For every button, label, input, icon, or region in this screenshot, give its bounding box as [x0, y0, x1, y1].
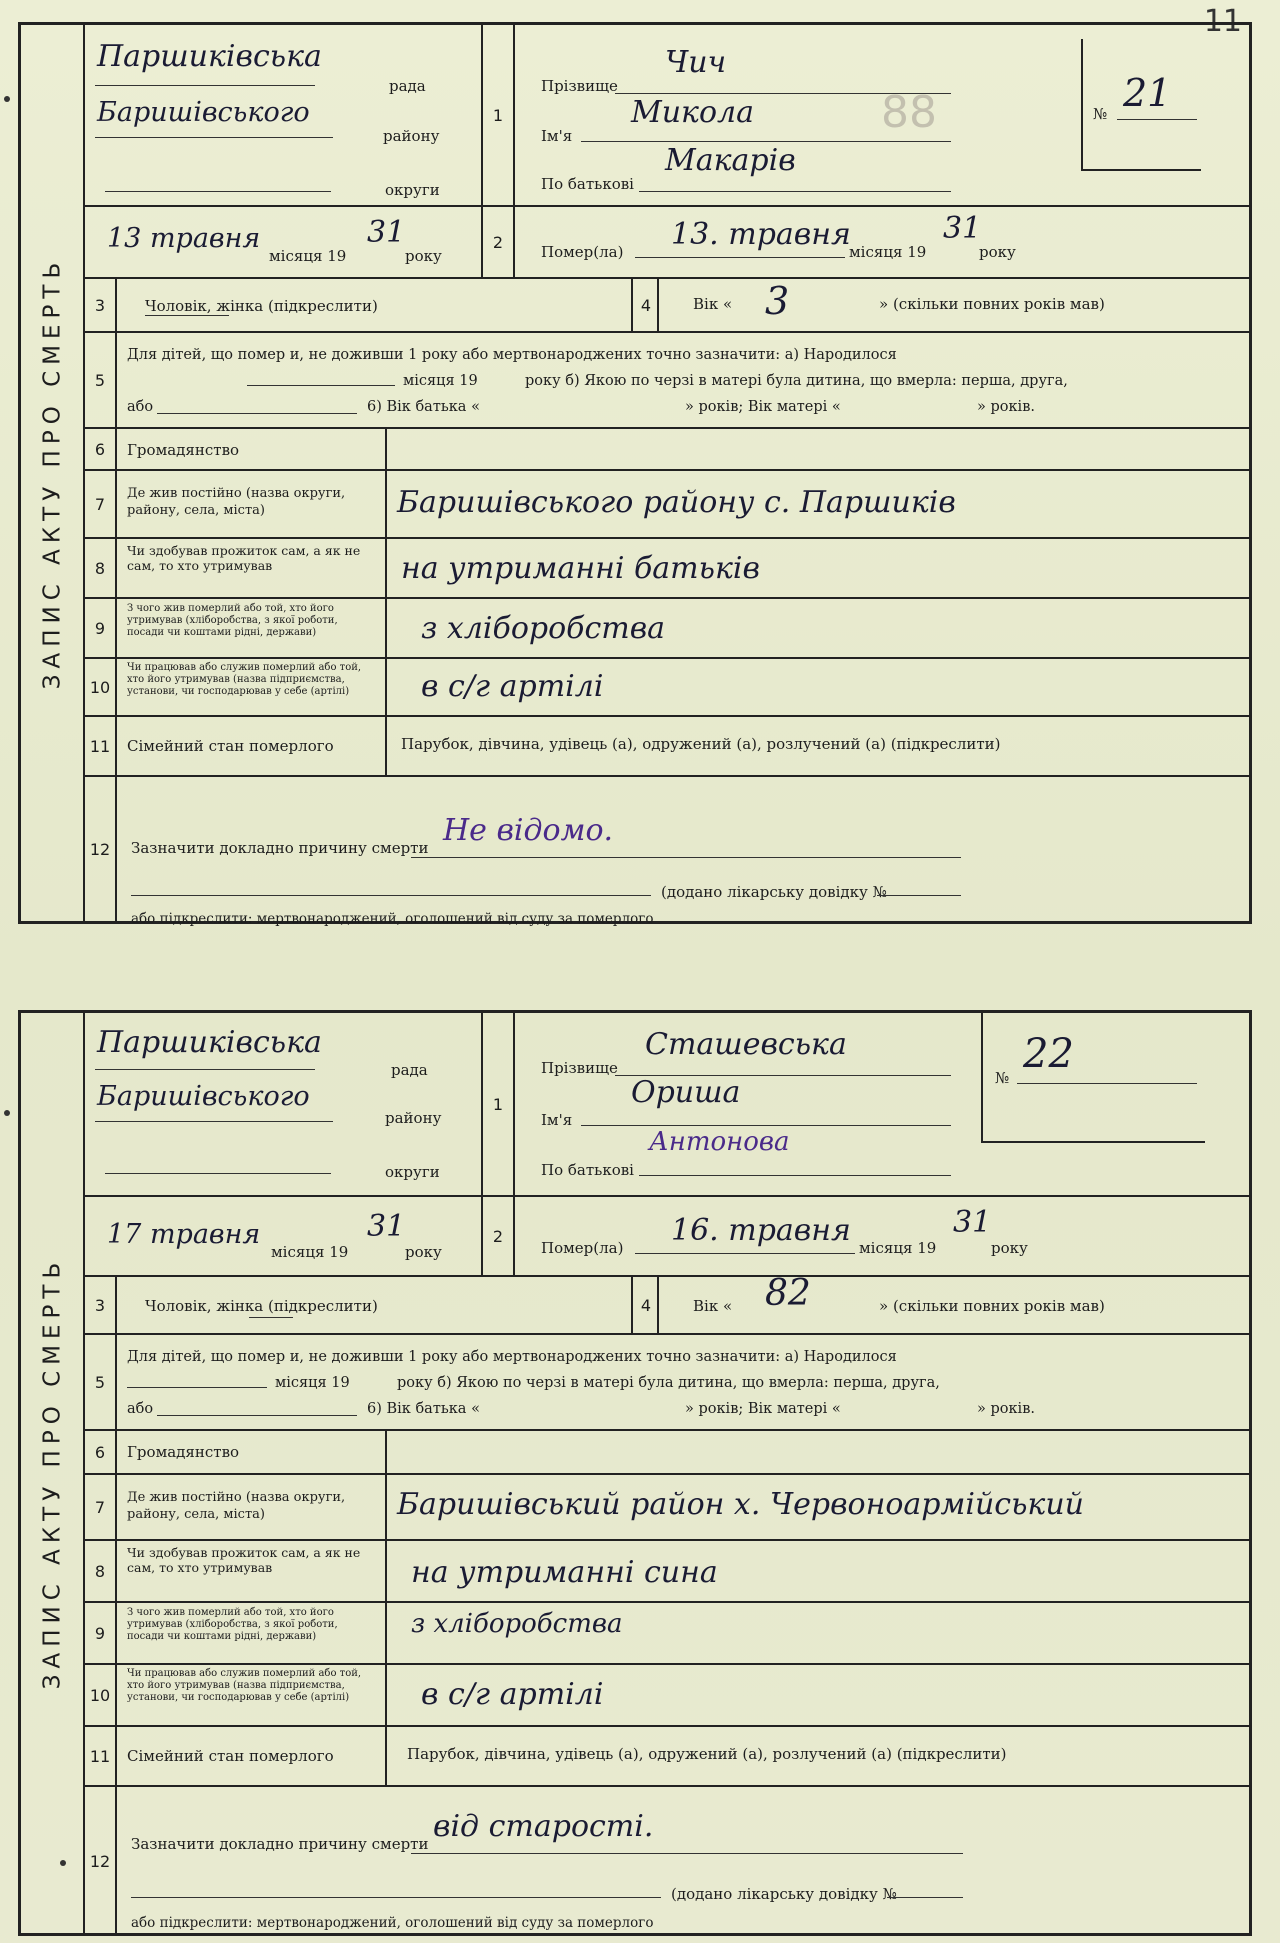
raion-value: Баришівського — [97, 1081, 310, 1112]
livelihood-label: Чи здобував прожиток сам, а як не сам, то хто утримував — [127, 1545, 361, 1575]
dates-row: 17 травня місяця 19 31 року 2 Помер(ла) 16. травня місяця 19 31 року — [85, 1197, 1249, 1277]
income-label: З чого жив померлий або той, хто його утримував (хліборобства, з якої роботи, посади чи коштами рідні, держави) — [127, 603, 338, 638]
marital-options: Парубок, дівчина, удівець (а), одружений (а), розлучений (а) (підкреслити) — [401, 735, 1001, 753]
row-number-1: 1 — [492, 105, 504, 125]
livelihood-row: 8 Чи здобував прожиток сам, а як не сам, то хто утримував на утриманні сина — [85, 1541, 1249, 1603]
death-date: 16. травня — [671, 1213, 851, 1248]
child-line-3c: » років; Вік матері « — [685, 1401, 841, 1417]
name-value: Ориша — [631, 1075, 741, 1110]
marital-label: Сімейний стан померлого — [127, 737, 334, 755]
died-label: Помер(ла) — [541, 243, 624, 261]
workplace-value: в с/г артілі — [421, 1677, 604, 1712]
age-label: Вік « — [693, 1297, 733, 1315]
child-line-1: Для дітей, що помер и, не доживши 1 року або мертвонароджених точно зазначити: а) Народилося — [127, 347, 897, 363]
child-line-3a: або — [127, 399, 154, 415]
registration-year: 31 — [367, 215, 406, 250]
marital-row: 11 Сімейний стан померлого Парубок, дівчина, удівець (а), одружений (а), розлучений (а) (підкреслити) — [85, 1727, 1249, 1787]
side-title: ЗАПИС АКТУ ПРО СМЕРТЬ — [39, 256, 66, 690]
child-line-3a: або — [127, 1401, 154, 1417]
page-number: 11 — [1203, 4, 1242, 39]
child-line-2a: місяця 19 — [403, 373, 478, 389]
livelihood-label: Чи здобував прожиток сам, а як не сам, то хто утримував — [127, 543, 361, 573]
reg-year-label: року — [405, 1243, 442, 1261]
marital-row: 11 Сімейний стан померлого Парубок, дівчина, удівець (а), одружений (а), розлучений (а) (підкреслити) — [85, 717, 1249, 777]
workplace-label: Чи працював або служив померлий або той, хто його утримував (назва підприємства, установи, чи господарював у себе (артілі) — [127, 1668, 362, 1703]
death-record-2 — [18, 1010, 1252, 1936]
workplace-row: 10 Чи працював або служив померлий або той, хто його утримував (назва підприємства, установи, чи господарював у себе (артілі) в с/г артілі — [85, 1665, 1249, 1727]
surname-value: Сташевська — [645, 1027, 847, 1062]
death-year-label: року — [979, 243, 1016, 261]
stillborn-note: або підкреслити: мертвонароджений, оголошений від суду за померлого — [131, 911, 654, 927]
age-label: Вік « — [693, 295, 733, 313]
record-number-label: № — [1093, 105, 1108, 123]
surname-value: Чич — [665, 45, 727, 80]
cause-value: Не відомо. — [443, 813, 614, 848]
residence-label: Де жив постійно (назва округи, району, села, міста) — [127, 486, 346, 518]
child-line-1: Для дітей, що помер и, не доживши 1 року або мертвонароджених точно зазначити: а) Народилося — [127, 1349, 897, 1365]
stamp-mark: 88 — [881, 87, 937, 138]
age-suffix: » (скільки повних років мав) — [879, 295, 1105, 313]
sex-underline — [145, 315, 229, 316]
rada-label: рада — [389, 77, 426, 95]
rada-label: рада — [391, 1061, 428, 1079]
residence-value: Баришівського району с. Паршиків — [397, 485, 956, 520]
surname-label: Прізвище — [541, 1059, 618, 1077]
marital-label: Сімейний стан померлого — [127, 1747, 334, 1765]
residence-row: 7 Де жив постійно (назва округи, району, села, міста) Баришівський район х. Червоноармійський — [85, 1475, 1249, 1541]
child-line-2b: року б) Якою по черзі в матері була дитина, що вмерла: перша, друга, — [397, 1375, 940, 1391]
child-line-3b: 6) Вік батька « — [367, 1401, 480, 1417]
stillborn-note: або підкреслити: мертвонароджений, оголошений від суду за померлого — [131, 1915, 654, 1931]
sex-label: Чоловік, жінка (підкреслити) — [145, 1297, 378, 1315]
income-value: з хліборобства — [421, 611, 666, 646]
record-number-box — [1081, 39, 1201, 171]
header-block — [85, 25, 1249, 207]
child-line-3d: » років. — [977, 399, 1035, 415]
child-line-3c: » років; Вік матері « — [685, 399, 841, 415]
name-value: Микола — [631, 95, 755, 130]
residence-value: Баришівський район х. Червоноармійський — [397, 1487, 1084, 1522]
patronymic-label: По батькові — [541, 1161, 634, 1179]
dates-row: 13 травня місяця 19 31 року 2 Помер(ла) 13. травня місяця 19 31 року — [85, 207, 1249, 279]
child-line-3d: » років. — [977, 1401, 1035, 1417]
citizenship-value — [385, 1431, 1249, 1473]
patronymic-value: Макарів — [665, 143, 796, 178]
record-number-value: 21 — [1123, 71, 1172, 115]
side-title: ЗАПИС АКТУ ПРО СМЕРТЬ — [39, 1256, 66, 1690]
cause-row: 12 Зазначити докладно причину смерти Не відомо. (додано лікарську довідку № або підкреслити: мертвонароджений, оголошений від суду за померлого — [85, 777, 1249, 921]
raion-label: району — [383, 127, 440, 145]
sex-underline — [249, 1317, 293, 1318]
death-year-label: року — [991, 1239, 1028, 1257]
record-number-value: 22 — [1023, 1031, 1074, 1077]
child-line-2a: місяця 19 — [275, 1375, 350, 1391]
citizenship-label: Громадянство — [127, 1443, 240, 1461]
age-value: 3 — [765, 279, 790, 323]
doctor-note: (додано лікарську довідку № — [671, 1885, 897, 1903]
livelihood-row: 8 Чи здобував прожиток сам, а як не сам, то хто утримував на утриманні батьків — [85, 539, 1249, 599]
doctor-note: (додано лікарську довідку № — [661, 883, 887, 901]
workplace-label: Чи працював або служив померлий або той, хто його утримував (назва підприємства, установи, чи господарював у себе (артілі) — [127, 662, 362, 697]
workplace-row: 10 Чи працював або служив померлий або той, хто його утримував (назва підприємства, установи, чи господарював у себе (артілі) в с/г артілі — [85, 659, 1249, 717]
died-label: Помер(ла) — [541, 1239, 624, 1257]
reg-month-label: місяця 19 — [269, 247, 347, 265]
child-row: 5 Для дітей, що помер и, не доживши 1 року або мертвонароджених точно зазначити: а) Народилося місяця 19 року б) Якою по черзі в матері була дитина, що вмерла: перша, друга, або 6) Вік батька « » років; Вік матері « » років. — [85, 333, 1249, 429]
cause-row: 12 Зазначити докладно причину смерти від старості. (додано лікарську довідку № або підкреслити: мертвонароджений, оголошений від суду за померлого — [85, 1787, 1249, 1935]
raion-value: Баришівського — [97, 97, 310, 128]
rada-value: Паршиківська — [97, 1025, 322, 1060]
income-row: 9 З чого жив померлий або той, хто його утримував (хліборобства, з якої роботи, посади чи коштами рідні, держави) з хліборобства — [85, 599, 1249, 659]
child-row: 5 Для дітей, що помер и, не доживши 1 року або мертвонароджених точно зазначити: а) Народилося місяця 19 року б) Якою по черзі в матері була дитина, що вмерла: перша, друга, або 6) Вік батька « » років; Вік матері « » років. — [85, 1335, 1249, 1431]
reg-month-label: місяця 19 — [271, 1243, 349, 1261]
registration-year: 31 — [367, 1209, 406, 1244]
registration-date: 17 травня — [107, 1219, 261, 1250]
name-label: Ім'я — [541, 1111, 573, 1129]
death-year: 31 — [953, 1205, 992, 1240]
header-block: Паршиківська рада Баришівського району округи 1 Прізвище Сташевська Ім'я Ориша По батькові Антонова № 22 — [85, 1013, 1249, 1197]
reg-year-label: року — [405, 247, 442, 265]
raion-label: району — [385, 1109, 442, 1127]
age-suffix: » (скільки повних років мав) — [879, 1297, 1105, 1315]
livelihood-value: на утриманні сина — [411, 1555, 718, 1590]
income-value: з хліборобства — [411, 1609, 623, 1639]
citizenship-value — [385, 429, 1249, 469]
child-line-2b: року б) Якою по черзі в матері була дитина, що вмерла: перша, друга, — [525, 373, 1068, 389]
citizenship-row: 6 Громадянство — [85, 1431, 1249, 1475]
record-number-label: № — [995, 1069, 1010, 1087]
cause-label: Зазначити докладно причину смерти — [131, 1835, 429, 1853]
patronymic-value: Антонова — [649, 1127, 790, 1157]
registration-date: 13 травня — [107, 223, 261, 254]
citizenship-label: Громадянство — [127, 441, 240, 459]
okruha-label: округи — [385, 181, 440, 199]
cause-label: Зазначити докладно причину смерти — [131, 839, 429, 857]
binding-hole — [4, 1110, 10, 1116]
sex-age-row: 3 Чоловік, жінка (підкреслити) 4 Вік « 82 » (скільки повних років мав) — [85, 1277, 1249, 1335]
death-month-label: місяця 19 — [859, 1239, 937, 1257]
sex-age-row: 3 Чоловік, жінка (підкреслити) 4 Вік « 3 » (скільки повних років мав) — [85, 279, 1249, 333]
residence-label: Де жив постійно (назва округи, району, села, міста) — [127, 1490, 346, 1522]
sex-label: Чоловік, жінка (підкреслити) — [145, 297, 378, 315]
death-year: 31 — [943, 211, 982, 246]
name-label: Ім'я — [541, 127, 573, 145]
death-record-1 — [18, 22, 1252, 927]
binding-hole — [60, 1860, 66, 1866]
surname-label: Прізвище — [541, 77, 618, 95]
cause-value: від старості. — [433, 1809, 654, 1844]
death-month-label: місяця 19 — [849, 243, 927, 261]
marital-options: Парубок, дівчина, удівець (а), одружений (а), розлучений (а) (підкреслити) — [407, 1745, 1007, 1763]
workplace-value: в с/г артілі — [421, 669, 604, 704]
child-line-3b: 6) Вік батька « — [367, 399, 480, 415]
age-value: 82 — [765, 1273, 811, 1314]
residence-row: 7 Де жив постійно (назва округи, району, села, міста) Баришівського району с. Паршиків — [85, 471, 1249, 539]
income-label: З чого жив померлий або той, хто його утримував (хліборобства, з якої роботи, посади чи коштами рідні, держави) — [127, 1607, 338, 1642]
patronymic-label: По батькові — [541, 175, 634, 193]
record-number-box — [981, 1013, 1205, 1143]
rada-value: Паршиківська — [97, 39, 322, 74]
death-date: 13. травня — [671, 217, 851, 252]
livelihood-value: на утриманні батьків — [401, 551, 760, 586]
income-row: 9 З чого жив померлий або той, хто його утримував (хліборобства, з якої роботи, посади чи коштами рідні, держави) з хліборобства — [85, 1603, 1249, 1665]
binding-hole — [4, 96, 10, 102]
okruha-label: округи — [385, 1163, 440, 1181]
citizenship-row: 6 Громадянство — [85, 429, 1249, 471]
